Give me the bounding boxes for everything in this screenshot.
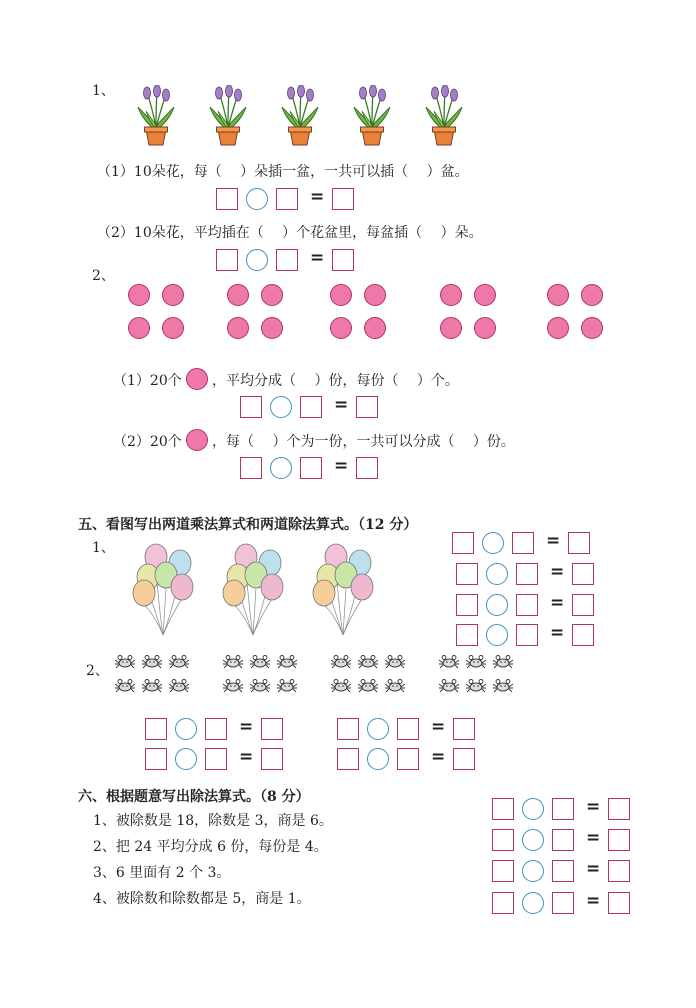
pink-dot-icon xyxy=(547,317,569,339)
question-text: ，每（ ）个为一份，一共可以分成（ ）份。 xyxy=(212,434,515,450)
operator-circle[interactable] xyxy=(522,829,544,851)
equals-sign: = xyxy=(550,593,565,613)
crab-icon xyxy=(168,655,190,669)
crab-icon xyxy=(249,679,271,693)
operator-circle[interactable] xyxy=(270,396,292,418)
answer-box[interactable] xyxy=(453,718,475,740)
answer-box[interactable] xyxy=(456,624,478,646)
pink-dot-icon xyxy=(440,284,462,306)
crab-icon xyxy=(438,679,460,693)
answer-box[interactable] xyxy=(332,188,354,210)
crab-icon xyxy=(141,655,163,669)
answer-box[interactable] xyxy=(516,563,538,585)
answer-box[interactable] xyxy=(397,748,419,770)
answer-box[interactable] xyxy=(572,624,594,646)
crab-icon xyxy=(330,655,352,669)
section-title: 五、看图写出两道乘法算式和两道除法算式。（12 分） xyxy=(78,517,418,533)
equals-sign: = xyxy=(586,797,601,817)
statement: 3、6 里面有 2 个 3。 xyxy=(93,865,231,881)
operator-circle[interactable] xyxy=(486,624,508,646)
answer-box[interactable] xyxy=(552,892,574,914)
equals-sign: = xyxy=(239,717,254,737)
pink-dot-icon xyxy=(330,284,352,306)
statement: 4、被除数和除数都是 5，商是 1。 xyxy=(93,891,311,907)
crab-icon xyxy=(492,679,514,693)
crab-icon xyxy=(357,679,379,693)
answer-box[interactable] xyxy=(608,798,630,820)
question-text: （2）20个 xyxy=(113,434,182,450)
pink-dot-icon xyxy=(186,368,208,390)
question-number: 1、 xyxy=(92,83,115,99)
operator-circle[interactable] xyxy=(482,532,504,554)
crab-icon xyxy=(114,655,136,669)
answer-box[interactable] xyxy=(492,860,514,882)
answer-box[interactable] xyxy=(456,563,478,585)
answer-box[interactable] xyxy=(572,594,594,616)
answer-box[interactable] xyxy=(568,532,590,554)
question-text: ，平均分成（ ）份，每份（ ）个。 xyxy=(212,373,459,389)
answer-box[interactable] xyxy=(453,748,475,770)
answer-box[interactable] xyxy=(145,718,167,740)
pink-dot-icon xyxy=(227,317,249,339)
pink-dot-icon xyxy=(364,317,386,339)
equals-sign: = xyxy=(550,562,565,582)
statement: 2、把 24 平均分成 6 份，每份是 4。 xyxy=(93,839,328,855)
answer-box[interactable] xyxy=(300,396,322,418)
answer-box[interactable] xyxy=(145,748,167,770)
crab-icon xyxy=(276,679,298,693)
answer-box[interactable] xyxy=(205,748,227,770)
answer-box[interactable] xyxy=(397,718,419,740)
operator-circle[interactable] xyxy=(270,457,292,479)
flower-pot-icon xyxy=(134,85,178,147)
operator-circle[interactable] xyxy=(246,249,268,271)
crab-icon xyxy=(384,655,406,669)
operator-circle[interactable] xyxy=(175,718,197,740)
answer-box[interactable] xyxy=(512,532,534,554)
answer-box[interactable] xyxy=(216,249,238,271)
answer-box[interactable] xyxy=(516,594,538,616)
answer-box[interactable] xyxy=(240,457,262,479)
question-text: （1）20个 xyxy=(113,373,182,389)
crab-icon xyxy=(249,655,271,669)
answer-box[interactable] xyxy=(276,188,298,210)
operator-circle[interactable] xyxy=(246,188,268,210)
balloon-bunch-icon xyxy=(130,543,200,641)
flower-pot-icon xyxy=(206,85,250,147)
operator-circle[interactable] xyxy=(367,718,389,740)
pink-dot-icon xyxy=(128,284,150,306)
operator-circle[interactable] xyxy=(486,563,508,585)
flower-pot-icon xyxy=(350,85,394,147)
operator-circle[interactable] xyxy=(367,748,389,770)
answer-box[interactable] xyxy=(552,860,574,882)
equals-sign: = xyxy=(586,859,601,879)
answer-box[interactable] xyxy=(452,532,474,554)
answer-box[interactable] xyxy=(356,457,378,479)
pink-dot-icon xyxy=(162,317,184,339)
crab-icon xyxy=(384,679,406,693)
answer-box[interactable] xyxy=(608,892,630,914)
pink-dot-icon xyxy=(261,317,283,339)
crab-icon xyxy=(330,679,352,693)
flower-pot-icon xyxy=(422,85,466,147)
crab-icon xyxy=(222,655,244,669)
answer-box[interactable] xyxy=(552,829,574,851)
crab-icon xyxy=(276,655,298,669)
operator-circle[interactable] xyxy=(175,748,197,770)
answer-box[interactable] xyxy=(492,892,514,914)
pink-dot-icon xyxy=(474,284,496,306)
answer-box[interactable] xyxy=(216,188,238,210)
crab-icon xyxy=(168,679,190,693)
pink-dot-icon xyxy=(330,317,352,339)
equals-sign: = xyxy=(334,456,349,476)
crab-icon xyxy=(438,655,460,669)
equals-sign: = xyxy=(310,248,325,268)
answer-box[interactable] xyxy=(261,748,283,770)
equals-sign: = xyxy=(546,531,561,551)
equals-sign: = xyxy=(586,891,601,911)
equals-sign: = xyxy=(431,717,446,737)
pink-dot-icon xyxy=(581,284,603,306)
pink-dot-icon xyxy=(547,284,569,306)
answer-box[interactable] xyxy=(332,249,354,271)
operator-circle[interactable] xyxy=(486,594,508,616)
balloon-bunch-icon xyxy=(310,543,380,641)
pink-dot-icon xyxy=(581,317,603,339)
answer-box[interactable] xyxy=(492,829,514,851)
flower-pot-icon xyxy=(278,85,322,147)
pink-dot-icon xyxy=(162,284,184,306)
statement: 1、被除数是 18，除数是 3，商是 6。 xyxy=(93,813,333,829)
answer-box[interactable] xyxy=(492,798,514,820)
equals-sign: = xyxy=(239,747,254,767)
crab-icon xyxy=(141,679,163,693)
crab-icon xyxy=(114,679,136,693)
pink-dot-icon xyxy=(227,284,249,306)
question-number: 2、 xyxy=(92,268,115,284)
answer-box[interactable] xyxy=(300,457,322,479)
answer-box[interactable] xyxy=(205,718,227,740)
question-text: （1）10朵花，每（ ）朵插一盆，一共可以插（ ）盆。 xyxy=(97,164,469,180)
answer-box[interactable] xyxy=(337,748,359,770)
pink-dot-icon xyxy=(440,317,462,339)
equals-sign: = xyxy=(431,747,446,767)
crab-icon xyxy=(492,655,514,669)
equals-sign: = xyxy=(550,623,565,643)
question-number: 2、 xyxy=(86,663,109,679)
answer-box[interactable] xyxy=(261,718,283,740)
equals-sign: = xyxy=(334,395,349,415)
pink-dot-icon xyxy=(261,284,283,306)
answer-box[interactable] xyxy=(608,829,630,851)
pink-dot-icon xyxy=(364,284,386,306)
question-text: （2）10朵花，平均插在（ ）个花盆里，每盆插（ ）朵。 xyxy=(97,225,483,241)
crab-icon xyxy=(465,655,487,669)
crab-icon xyxy=(357,655,379,669)
crab-icon xyxy=(222,679,244,693)
answer-box[interactable] xyxy=(240,396,262,418)
operator-circle[interactable] xyxy=(522,798,544,820)
answer-box[interactable] xyxy=(276,249,298,271)
answer-box[interactable] xyxy=(552,798,574,820)
answer-box[interactable] xyxy=(356,396,378,418)
operator-circle[interactable] xyxy=(522,892,544,914)
equals-sign: = xyxy=(310,187,325,207)
answer-box[interactable] xyxy=(608,860,630,882)
answer-box[interactable] xyxy=(516,624,538,646)
answer-box[interactable] xyxy=(456,594,478,616)
answer-box[interactable] xyxy=(572,563,594,585)
operator-circle[interactable] xyxy=(522,860,544,882)
pink-dot-icon xyxy=(128,317,150,339)
balloon-bunch-icon xyxy=(220,543,290,641)
section-title: 六、根据题意写出除法算式。（8 分） xyxy=(78,789,310,805)
equals-sign: = xyxy=(586,828,601,848)
answer-box[interactable] xyxy=(337,718,359,740)
pink-dot-icon xyxy=(474,317,496,339)
crab-icon xyxy=(465,679,487,693)
pink-dot-icon xyxy=(186,429,208,451)
question-number: 1、 xyxy=(92,540,115,556)
